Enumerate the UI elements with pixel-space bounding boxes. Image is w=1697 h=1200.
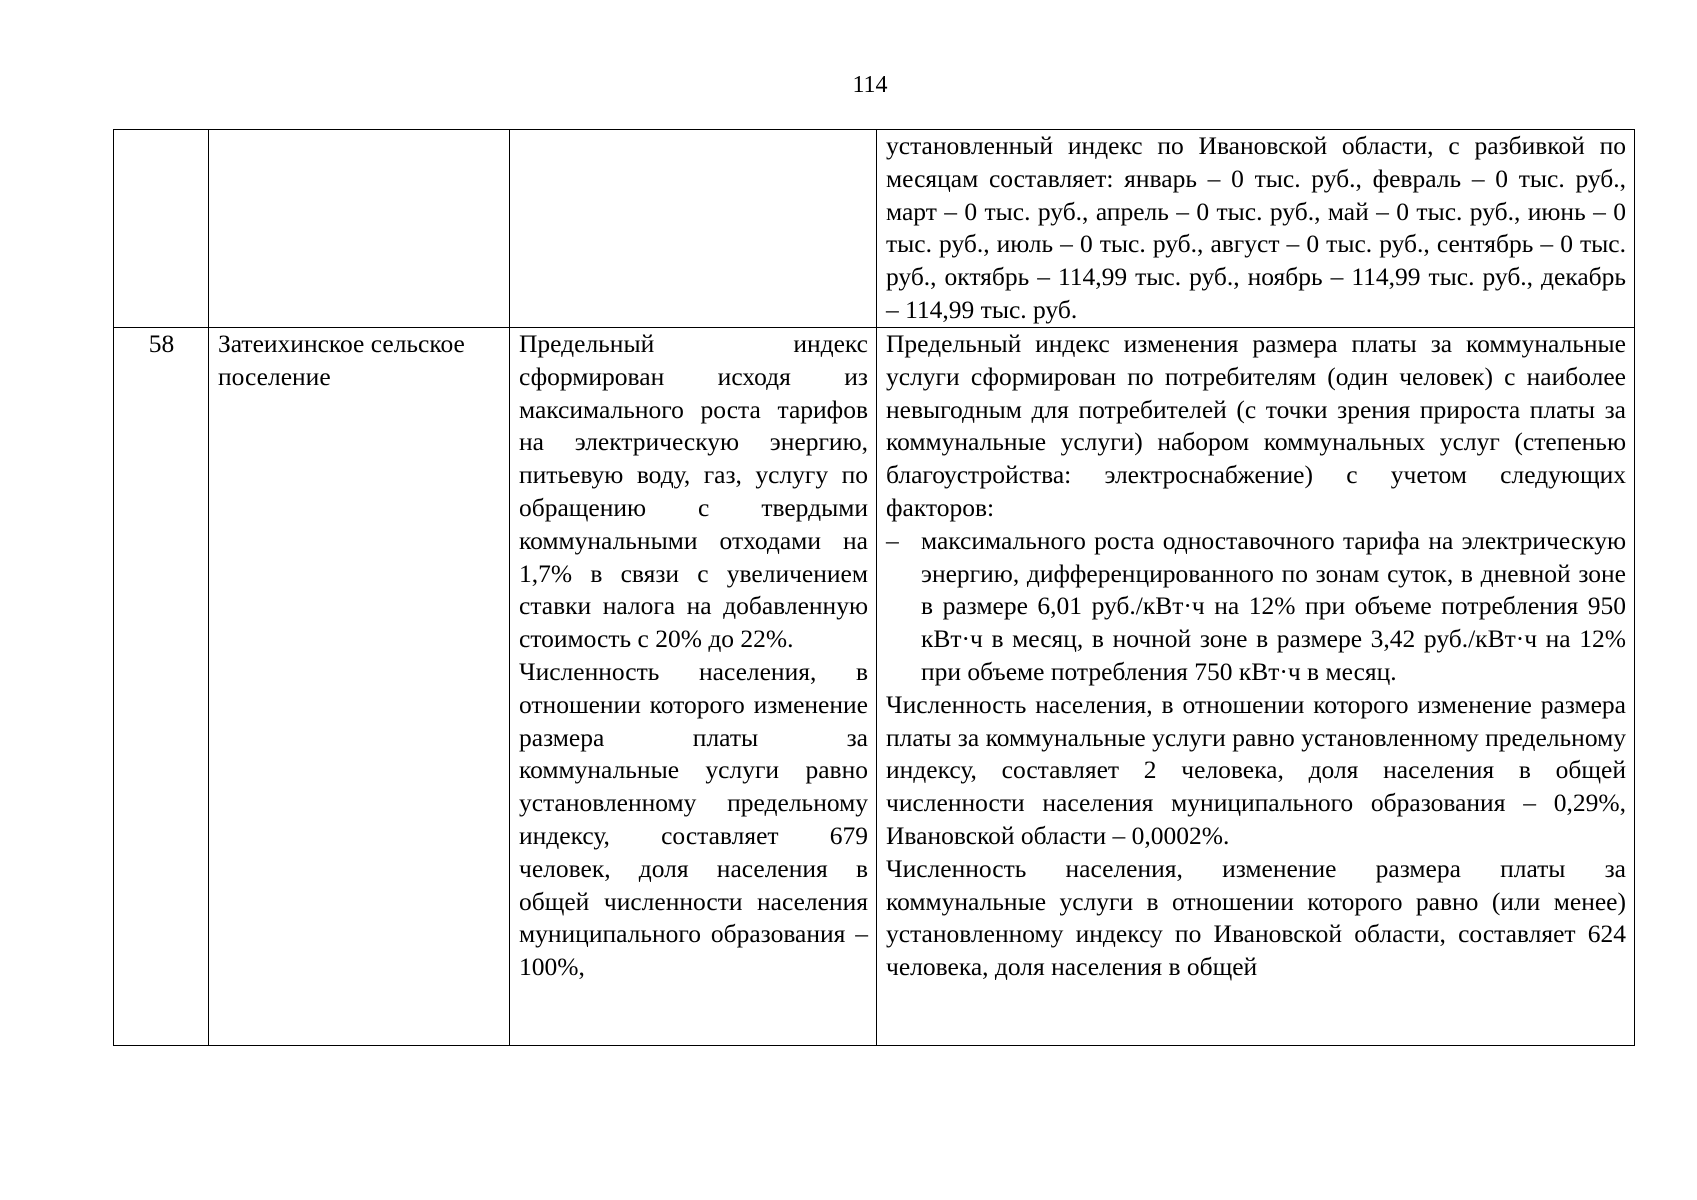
cell-index-basis-empty [510,130,877,328]
cell-index-basis [510,328,877,1046]
cell-municipality-empty [209,130,510,328]
factor-text: максимального роста одноставочного тарифа на электрическую энергию, дифференцированного по зонам суток, в дневной зоне в размере 6,01 руб./кВт·ч на 12% при объеме потребления 950 кВт·ч в месяц, в ночной зоне в размере 3,42 руб./кВт·ч на 12% при объеме потребления 750 кВт·ч в месяц. [921,525,1626,686]
factor-list [886,525,1626,689]
municipality-name: Затеихинское сельское поселение [218,329,465,391]
continuation-text: установленный индекс по Ивановской области, с разбивкой по месяцам составляет: январь – 0 тыс. руб., февраль – 0 тыс. руб., март – 0 тыс. руб., апрель – 0 тыс. руб., май – 0 тыс. руб., июнь – 0 тыс. руб., июль – 0 тыс. руб., август – 0 тыс. руб., сентябрь – 0 тыс. руб., октябрь – 114,99 тыс. руб., ноябрь – 114,99 тыс. руб., декабрь – 114,99 тыс. руб. [886,131,1626,324]
index-basis-paragraph: Предельный индекс сформирован исходя из максимального роста тарифов на электрическую энергию, питьевую воду, газ, услугу по обращению с твердыми коммунальными отходами на 1,7% в связи с увеличением ставки налога на добавленную стоимость с 20% до 22%. [519,329,868,654]
table-row-58 [114,328,1635,1046]
cell-number-empty [114,130,209,328]
index-details-paragraph: Предельный индекс изменения размера платы за коммунальные услуги сформирован по потребителям (один человек) с наиболее невыгодным для потребителей (с точки зрения прироста платы за коммунальные услуги) набором коммунальных услуг (степенью благоустройства: электроснабжение) с учетом следующих факторов: [886,329,1626,522]
cell-index-details [877,328,1635,1046]
cell-municipality [209,328,510,1046]
table-row-continuation [114,130,1635,328]
population-paragraph: Численность населения, в отношении которого изменение размера платы за коммунальные услуги равно установленному предельному индексу, составляет 679 человек, доля населения в общей численности населения муниципального образования – 100%, [519,656,868,982]
population-equal-paragraph: Численность населения, в отношении которого изменение размера платы за коммунальные услуги равно установленному предельному индексу, составляет 2 человека, доля населения в общей численности населения муниципального образования – 0,29%, Ивановской области – 0,0002%. [886,689,1626,850]
population-less-paragraph: Численность населения, изменение размера платы за коммунальные услуги в отношении которого равно (или менее) установленному индексу по Ивановской области, составляет 624 человека, доля населения в общей [886,853,1626,982]
data-table [113,129,1635,1046]
cell-row-number: 58 [114,328,209,1046]
page-number: 114 [852,72,888,98]
list-item [886,525,1626,689]
list-dash: – [886,525,899,555]
cell-index-details [877,130,1635,328]
